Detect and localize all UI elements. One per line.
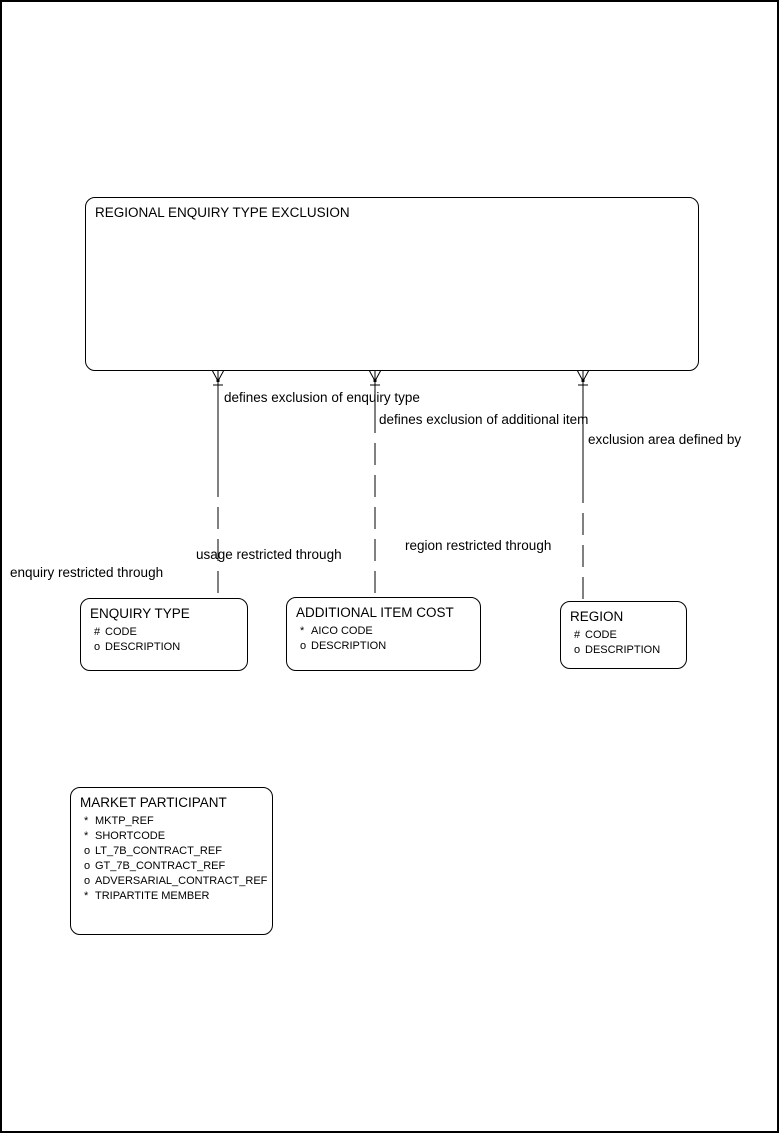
attribute-marker: # [94,626,101,638]
attribute-row [300,624,480,639]
attribute-row [84,859,272,874]
entity-enquiry-type[interactable] [80,598,248,671]
entity-title: ENQUIRY TYPE [90,606,190,621]
relationship-line-region[interactable] [577,370,589,602]
entity-title: REGION [570,609,624,624]
attribute-name: SHORTCODE [95,830,166,842]
entity-market-participant[interactable] [70,787,273,935]
attribute-marker: # [574,629,581,641]
attribute-row [84,874,272,889]
attribute-name: CODE [105,626,137,638]
relationship-label-region-restricted-through[interactable]: region restricted through [405,538,552,553]
attribute-row [94,640,247,655]
attribute-name: LT_7B_CONTRACT_REF [95,845,222,857]
entity-additional-item-cost[interactable] [286,597,481,671]
attribute-marker: o [84,845,91,857]
attribute-row [84,814,272,829]
attribute-list [574,628,686,658]
relationship-line-enquiry-type[interactable] [212,370,224,598]
attribute-name: MKTP_REF [95,815,154,827]
relationship-label-defines-exclusion-of-additional-item[interactable]: defines exclusion of additional item [379,412,589,427]
attribute-row [84,889,272,904]
attribute-marker: o [84,860,91,872]
attribute-marker: o [84,875,91,887]
entity-title: REGIONAL ENQUIRY TYPE EXCLUSION [95,205,350,220]
attribute-marker: o [574,644,581,656]
relationship-label-defines-exclusion-of-enquiry-type[interactable]: defines exclusion of enquiry type [224,390,420,405]
attribute-marker: o [94,641,101,653]
attribute-row [84,829,272,844]
attribute-marker: o [300,640,307,652]
relationship-label-exclusion-area-defined-by[interactable]: exclusion area defined by [588,432,742,447]
entity-region[interactable] [560,601,687,669]
attribute-marker: * [84,815,89,827]
attribute-row [574,628,686,643]
entity-title: ADDITIONAL ITEM COST [296,605,454,620]
attribute-list [94,625,247,655]
attribute-name: ADVERSARIAL_CONTRACT_REF [95,875,268,887]
attribute-name: DESCRIPTION [585,644,661,656]
attribute-marker: * [84,830,89,842]
attribute-list [84,814,272,904]
attribute-row [574,643,686,658]
attribute-row [84,844,272,859]
attribute-row [300,639,480,654]
attribute-list [300,624,480,654]
attribute-marker: * [84,890,89,902]
entity-title: MARKET PARTICIPANT [80,795,227,810]
attribute-marker: * [300,625,305,637]
attribute-name: DESCRIPTION [311,640,387,652]
attribute-name: TRIPARTITE MEMBER [95,890,210,902]
attribute-name: AICO CODE [311,625,373,637]
attribute-name: GT_7B_CONTRACT_REF [95,860,226,872]
attribute-row [94,625,247,640]
attribute-name: CODE [585,629,617,641]
attribute-name: DESCRIPTION [105,641,181,653]
entity-regional-enquiry-type-exclusion[interactable] [85,197,699,371]
relationship-label-usage-restricted-through[interactable]: usage restricted through [196,547,342,562]
relationship-label-enquiry-restricted-through[interactable]: enquiry restricted through [10,565,164,580]
